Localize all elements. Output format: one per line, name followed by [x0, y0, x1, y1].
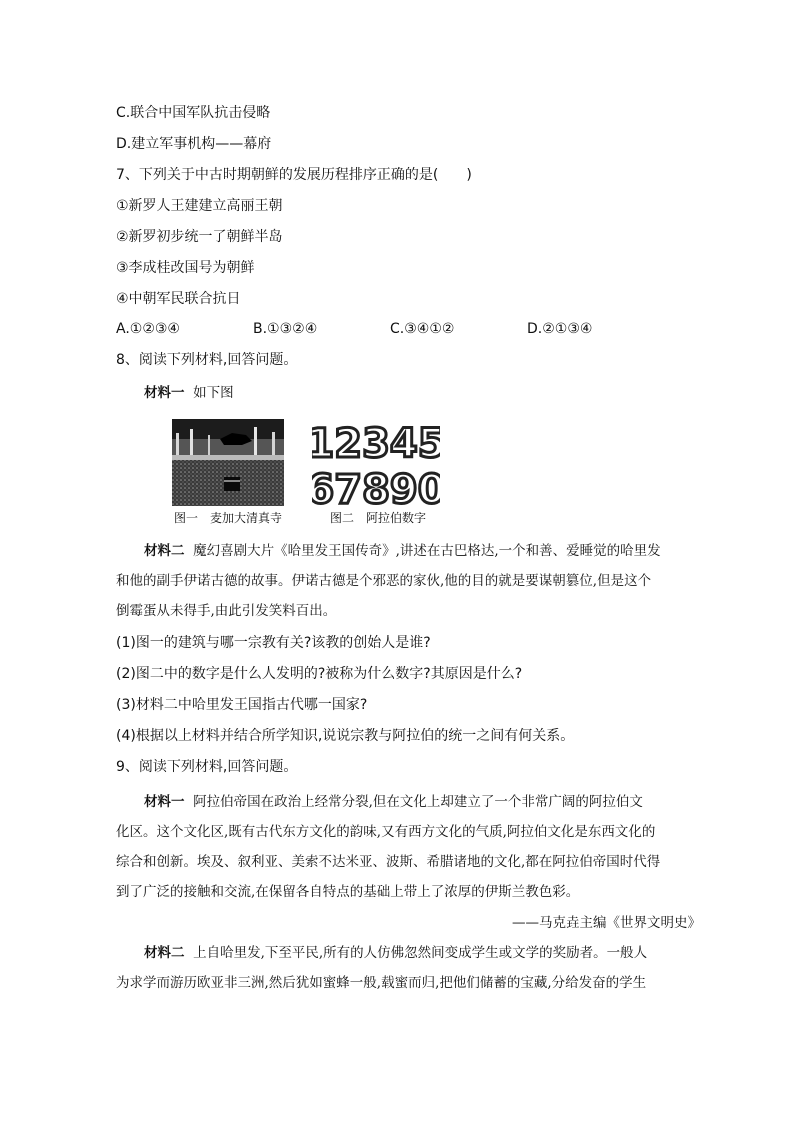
q8-material-1-text: 如下图: [193, 385, 234, 401]
q8-figures: [172, 417, 440, 527]
q7-item-2: ②新罗初步统一了朝鲜半岛: [116, 229, 283, 245]
q7-option-b: B.①③②④: [253, 321, 318, 337]
q8-material-2-line-2: 和他的副手伊诺古德的故事。伊诺古德是个邪恶的家伙,他的目的就是要谋朝篡位,但是这个: [116, 573, 652, 589]
q9-material-2-line-1: 材料二 上自哈里发,下至平民,所有的人仿佛忽然间变成学生或文学的奖励者。一般人: [144, 945, 648, 961]
q8-material-2-line-1: 材料二 魔幻喜剧大片《哈里发王国传奇》,讲述在古巴格达,一个和善、爱睡觉的哈里发: [144, 543, 661, 559]
q9-material-1-line-4: 到了广泛的接触和交流,在保留各自特点的基础上带上了浓厚的伊斯兰教色彩。: [116, 884, 580, 900]
arabic-numerals-image: [312, 417, 440, 509]
q9-stem: 9、阅读下列材料,回答问题。: [116, 759, 298, 775]
numerals-row-2: 67890: [312, 467, 440, 509]
q6-option-c: C.联合中国军队抗击侵略: [116, 105, 271, 121]
figure-2-caption: 图二 阿拉伯数字: [330, 511, 427, 525]
q9-material-1-label: 材料一: [144, 794, 185, 810]
q7-option-d: D.②①③④: [527, 321, 593, 337]
numerals-row-1: 12345: [312, 421, 440, 467]
q7-item-4: ④中朝军民联合抗日: [116, 291, 241, 307]
q9-material-2-line-2: 为求学而游历欧亚非三洲,然后犹如蜜蜂一般,载蜜而归,把他们储蓄的宝藏,分给发奋的学生: [116, 975, 647, 991]
q8-stem: 8、阅读下列材料,回答问题。: [116, 352, 298, 368]
q9-material-1-source: ——马克垚主编《世界文明史》: [512, 915, 701, 931]
q8-material-1: [144, 383, 234, 403]
q8-material-2-label: 材料二: [144, 543, 185, 559]
q7-option-a: A.①②③④: [116, 321, 180, 337]
figure-1-caption: 图一 麦加大清真寺: [174, 511, 283, 525]
q8-sub-4: (4)根据以上材料并结合所学知识,说说宗教与阿拉伯的统一之间有何关系。: [116, 728, 575, 744]
q9-material-1-line-3: 综合和创新。埃及、叙利亚、美索不达米亚、波斯、希腊诸地的文化,都在阿拉伯帝国时代得: [116, 854, 661, 870]
q7-stem: 7、下列关于中古时期朝鲜的发展历程排序正确的是( ): [116, 167, 472, 183]
q6-option-d: D.建立军事机构——幕府: [116, 136, 272, 152]
q9-material-1-line-1: 材料一 阿拉伯帝国在政治上经常分裂,但在文化上却建立了一个非常广阔的阿拉伯文: [144, 794, 643, 810]
mecca-mosque-photo: [172, 419, 284, 506]
q8-sub-3: (3)材料二中哈里发王国指古代哪一国家?: [116, 697, 368, 713]
q7-item-3: ③李成桂改国号为朝鲜: [116, 260, 255, 276]
q9-material-1-line-2: 化区。这个文化区,既有古代东方文化的韵味,又有西方文化的气质,阿拉伯文化是东西文化的: [116, 824, 656, 840]
q9-material-2-label: 材料二: [144, 945, 185, 961]
q7-option-c: C.③④①②: [390, 321, 455, 337]
q8-sub-1: (1)图一的建筑与哪一宗教有关?该教的创始人是谁?: [116, 635, 431, 651]
q8-material-1-label: 材料一: [144, 385, 185, 401]
q8-material-2-line-3: 倒霉蛋从未得手,由此引发笑料百出。: [116, 603, 337, 619]
q8-sub-2: (2)图二中的数字是什么人发明的?被称为什么数字?其原因是什么?: [116, 666, 523, 682]
q7-item-1: ①新罗人王建建立高丽王朝: [116, 198, 283, 214]
